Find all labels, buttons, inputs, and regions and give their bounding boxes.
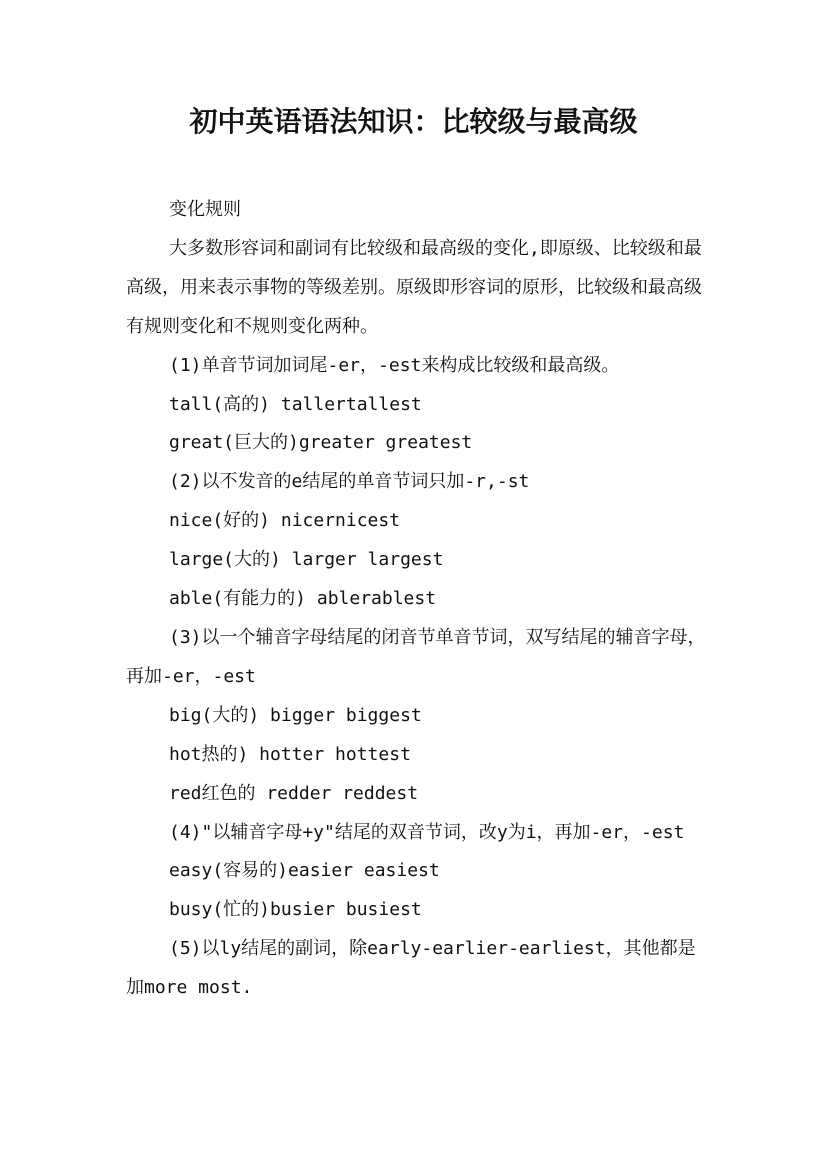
document-body	[126, 191, 706, 1008]
example-able: able(有能力的) ablerablest	[169, 588, 437, 610]
example-big: big(大的) bigger biggest	[169, 704, 422, 726]
paragraph-rule-3: (3)以一个辅音字母结尾的闭音节单音节词，双写结尾的辅音字母，再加-er，-est	[126, 626, 706, 687]
paragraph-section-heading: 变化规则	[169, 199, 241, 220]
example-tall: tall(高的) tallertallest	[169, 393, 422, 415]
example-nice: nice(好的) nicernicest	[169, 510, 401, 532]
paragraph-rule-2: (2)以不发音的e结尾的单音节词只加-r,-st	[169, 471, 530, 493]
example-easy: easy(容易的)easier easiest	[169, 860, 440, 882]
document-title: 初中英语语法知识：比较级与最高级	[189, 105, 638, 138]
paragraph-intro: 大多数形容词和副词有比较级和最高级的变化,即原级、比较级和最高级，用来表示事物的等级差别。原级即形容词的原形，比较级和最高级有规则变化和不规则变化两种。	[126, 237, 702, 337]
paragraph-rule-5: (5)以ly结尾的副词，除early-earlier-earliest，其他都是加more most.	[126, 938, 696, 999]
example-busy: busy(忙的)busier busiest	[169, 899, 422, 921]
example-hot: hot热的) hotter hottest	[169, 743, 411, 765]
paragraph-rule-1: (1)单音节词加词尾-er，-est来构成比较级和最高级。	[169, 354, 620, 376]
example-red: red红色的 redder reddest	[169, 782, 419, 804]
example-great: great(巨大的)greater greatest	[169, 432, 473, 454]
paragraph-rule-4: (4)"以辅音字母+y"结尾的双音节词，改y为i，再加-er，-est	[169, 821, 685, 843]
example-large: large(大的) larger largest	[169, 549, 444, 571]
